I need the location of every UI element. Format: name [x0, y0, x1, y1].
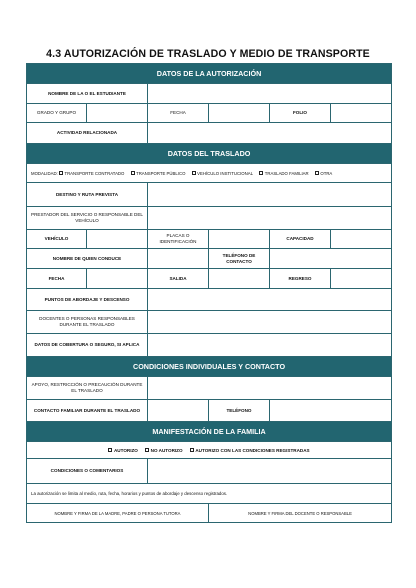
field-capacidad[interactable]: [331, 230, 392, 249]
checkbox-icon[interactable]: [259, 171, 263, 175]
option-traslado-familiar[interactable]: TRASLADO FAMILIAR: [259, 171, 308, 176]
label-puntos: PUNTOS DE ABORDAJE Y DESCENSO: [27, 289, 148, 311]
label-destino: DESTINO Y RUTA PREVISTA: [27, 183, 148, 207]
label-regreso: REGRESO: [270, 269, 331, 289]
field-vehiculo[interactable]: [87, 230, 148, 249]
field-destino[interactable]: [148, 183, 392, 207]
label-fecha: FECHA: [148, 104, 209, 123]
label-docentes: DOCENTES O PERSONAS RESPONSABLES DURANTE EL TRASLADO: [27, 311, 148, 334]
field-estudiante[interactable]: [148, 84, 392, 104]
label-folio: FOLIO: [270, 104, 331, 123]
field-conduce[interactable]: [148, 249, 209, 269]
field-regreso[interactable]: [331, 269, 392, 289]
label-capacidad: CAPACIDAD: [270, 230, 331, 249]
label-prestador: PRESTADOR DEL SERVICIO O RESPONSABLE DEL VEHÍCULO: [27, 207, 148, 230]
checkbox-icon[interactable]: [315, 171, 319, 175]
checkbox-icon[interactable]: [145, 448, 149, 452]
label-fecha-traslado: FECHA: [27, 269, 87, 289]
field-contacto-familiar[interactable]: [148, 400, 209, 422]
section-header-traslado: DATOS DEL TRASLADO: [27, 144, 392, 164]
field-telefono-contacto[interactable]: [270, 249, 392, 269]
label-salida: SALIDA: [148, 269, 209, 289]
authorization-note: La autorización se limita al medio, ruta, fecha, horarios y puntos de abordaje y descenso registrados.: [27, 484, 392, 504]
label-placas: PLACAS O IDENTIFICACIÓN: [148, 230, 209, 249]
field-placas[interactable]: [209, 230, 270, 249]
option-no-autorizo[interactable]: NO AUTORIZO: [145, 448, 182, 453]
label-estudiante: NOMBRE DE LA O EL ESTUDIANTE: [27, 84, 148, 104]
label-conduce: NOMBRE DE QUIEN CONDUCE: [27, 249, 148, 269]
checkbox-icon[interactable]: [131, 171, 135, 175]
option-transporte-contratado[interactable]: TRANSPORTE CONTRATADO: [59, 171, 124, 176]
field-actividad[interactable]: [148, 123, 392, 144]
authorization-form: [26, 63, 391, 523]
page-title: 4.3 AUTORIZACIÓN DE TRASLADO Y MEDIO DE TRANSPORTE: [46, 48, 370, 60]
field-apoyo[interactable]: [148, 377, 392, 400]
label-vehiculo: VEHÍCULO: [27, 230, 87, 249]
label-telefono: TELÉFONO: [209, 400, 270, 422]
field-comentarios[interactable]: [148, 459, 392, 484]
checkbox-icon[interactable]: [190, 448, 194, 452]
option-autorizo[interactable]: AUTORIZO: [108, 448, 137, 453]
field-grado[interactable]: [87, 104, 148, 123]
option-otra[interactable]: OTRA: [315, 171, 332, 176]
field-cobertura[interactable]: [148, 334, 392, 357]
label-comentarios: CONDICIONES O COMENTARIOS: [27, 459, 148, 484]
label-cobertura: DATOS DE COBERTURA O SEGURO, SI APLICA: [27, 334, 148, 357]
signature-familia[interactable]: NOMBRE Y FIRMA DE LA MADRE, PADRE O PERSONA TUTORA: [27, 504, 209, 523]
field-puntos[interactable]: [148, 289, 392, 311]
label-grado: GRADO Y GRUPO: [27, 104, 87, 123]
field-salida[interactable]: [209, 269, 270, 289]
label-contacto-familiar: CONTACTO FAMILIAR DURANTE EL TRASLADO: [27, 400, 148, 422]
option-vehiculo-institucional[interactable]: VEHÍCULO INSTITUCIONAL: [192, 171, 253, 176]
modalidad-label: MODALIDAD:: [31, 170, 58, 176]
modalidad-row: [27, 164, 392, 183]
checkbox-icon[interactable]: [192, 171, 196, 175]
signature-docente[interactable]: NOMBRE Y FIRMA DEL DOCENTE O RESPONSABLE: [209, 504, 392, 523]
label-actividad: ACTIVIDAD RELACIONADA: [27, 123, 148, 144]
field-docentes[interactable]: [148, 311, 392, 334]
option-transporte-publico[interactable]: TRANSPORTE PÚBLICO: [131, 171, 186, 176]
field-folio[interactable]: [331, 104, 392, 123]
section-header-condiciones: CONDICIONES INDIVIDUALES Y CONTACTO: [27, 357, 392, 377]
field-fecha-traslado[interactable]: [87, 269, 148, 289]
section-header-autorizacion: DATOS DE LA AUTORIZACIÓN: [27, 64, 392, 84]
checkbox-icon[interactable]: [59, 171, 63, 175]
field-fecha[interactable]: [209, 104, 270, 123]
field-telefono[interactable]: [270, 400, 392, 422]
option-autorizo-condiciones[interactable]: AUTORIZO CON LAS CONDICIONES REGISTRADAS: [190, 448, 310, 453]
label-telefono-contacto: TELÉFONO DE CONTACTO: [209, 249, 270, 269]
autorizacion-options: [27, 442, 392, 459]
checkbox-icon[interactable]: [108, 448, 112, 452]
field-prestador[interactable]: [148, 207, 392, 230]
section-header-manifestacion: MANIFESTACIÓN DE LA FAMILIA: [27, 422, 392, 442]
label-apoyo: APOYO, RESTRICCIÓN O PRECAUCIÓN DURANTE EL TRASLADO: [27, 377, 148, 400]
